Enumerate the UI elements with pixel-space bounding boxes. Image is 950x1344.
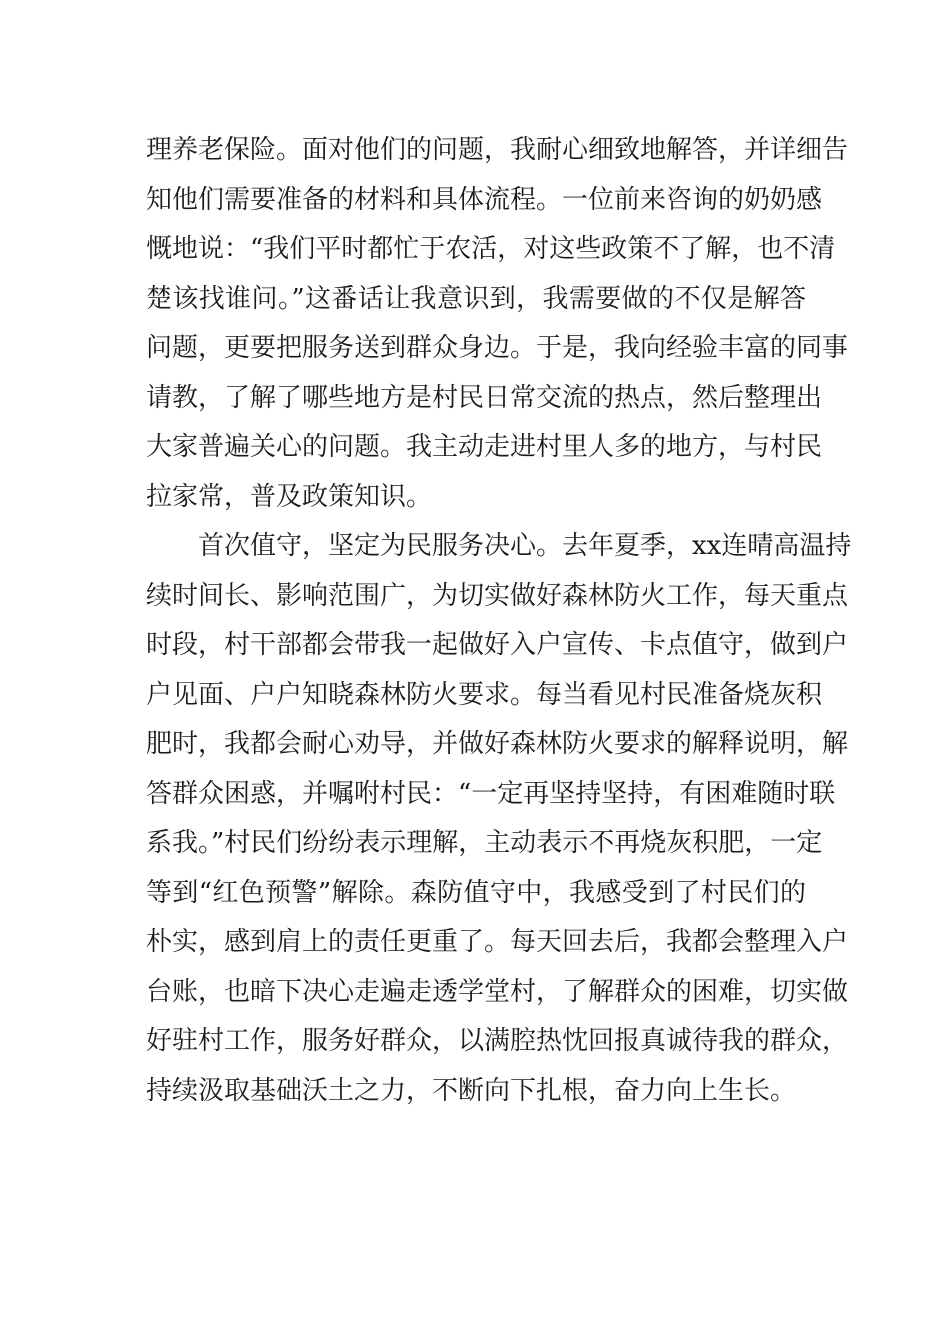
text-line: 问题，更要把服务送到群众身边。于是，我向经验丰富的同事	[146, 333, 849, 363]
text-line: 时段，村干部都会带我一起做好入户宣传、卡点值守，做到户	[146, 630, 849, 660]
text-line: 答群众困惑，并嘱咐村民：“一定再坚持坚持，有困难随时联	[146, 778, 836, 809]
text-line: 等到“红色预警”解除。森防值守中，我感受到了村民们的	[146, 877, 806, 908]
text-line: 慨地说：“我们平时都忙于农活，对这些政策不了解，也不清	[146, 234, 836, 264]
text-line: 知他们需要准备的材料和具体流程。一位前来咨询的奶奶感	[146, 184, 823, 215]
paragraph-1	[146, 126, 849, 522]
text-line: 肥时，我都会耐心劝导，并做好森林防火要求的解释说明，解	[146, 729, 849, 759]
text-line: 拉家常，普及政策知识。	[146, 481, 433, 512]
paragraph-2	[146, 522, 852, 1116]
text-line: 大家普遍关心的问题。我主动走进村里人多的地方，与村民	[146, 432, 823, 462]
body-text	[146, 126, 852, 1116]
text-line: 好驻村工作，服务好群众，以满腔热忱回报真诚待我的群众，	[146, 1026, 849, 1056]
text-line: 户见面、户户知晓森林防火要求。每当看见村民准备烧灰积	[146, 679, 823, 710]
text-line: 系我。”村民们纷纷表示理解，主动表示不再烧灰积肥，一定	[146, 828, 823, 858]
text-line: 台账，也暗下决心走遍走透学堂村，了解群众的困难，切实做	[146, 976, 849, 1007]
text-line: 理养老保险。面对他们的问题，我耐心细致地解答，并详细告	[146, 135, 849, 165]
text-line: 首次值守，坚定为民服务决心。去年夏季，xx连晴高温持	[198, 531, 852, 561]
text-line: 楚该找谁问。”这番话让我意识到，我需要做的不仅是解答	[146, 283, 806, 314]
text-line: 持续汲取基础沃土之力，不断向下扎根，奋力向上生长。	[146, 1075, 797, 1106]
text-line: 请教，了解了哪些地方是村民日常交流的热点，然后整理出	[146, 382, 823, 413]
text-line: 续时间长、影响范围广，为切实做好森林防火工作，每天重点	[146, 580, 849, 611]
text-line: 朴实，感到肩上的责任更重了。每天回去后，我都会整理入户	[146, 927, 849, 957]
